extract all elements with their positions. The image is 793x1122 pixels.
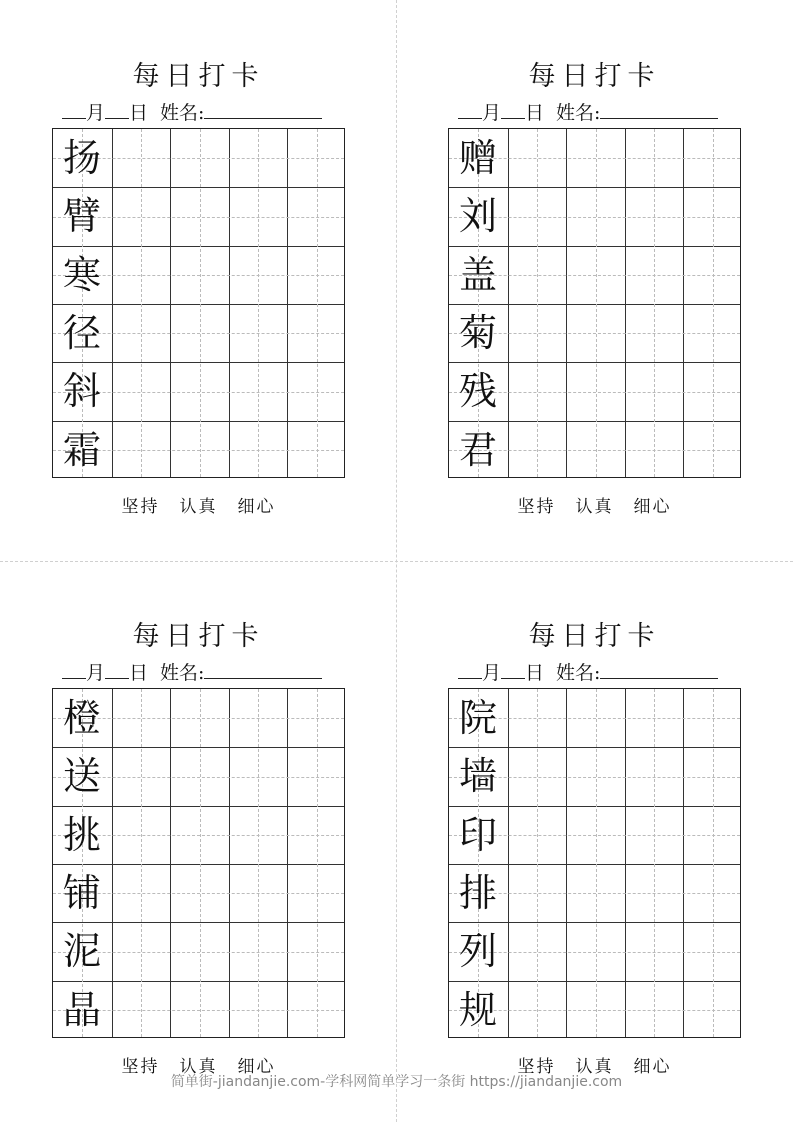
model-character: 墙 <box>458 754 497 799</box>
grid-column-line <box>683 129 684 477</box>
card-title: 每日打卡 <box>132 621 265 652</box>
model-character: 径 <box>62 311 101 355</box>
grid-column-line <box>287 129 288 477</box>
writing-grid <box>448 688 741 1038</box>
model-character: 印 <box>458 812 497 857</box>
writing-grid <box>52 688 345 1038</box>
name-blank <box>204 100 322 119</box>
guide-vertical-line <box>596 129 597 477</box>
grid-column-line <box>625 129 626 477</box>
motto-word: 认真 <box>179 497 218 517</box>
motto-word: 认真 <box>179 1057 218 1077</box>
model-character: 斜 <box>62 369 101 414</box>
name-blank <box>204 660 322 679</box>
grid-column-line <box>170 689 171 1037</box>
grid-column-line <box>683 689 684 1037</box>
horizontal-cut-line <box>0 561 793 562</box>
month-label: 月 <box>86 662 106 684</box>
guide-vertical-line <box>317 129 318 477</box>
grid-column-line <box>229 689 230 1037</box>
motto <box>448 492 741 517</box>
grid-column-line <box>229 129 230 477</box>
grid-column-line <box>112 689 113 1037</box>
day-blank <box>105 100 129 119</box>
day-blank <box>501 100 525 119</box>
month-blank <box>458 660 482 679</box>
guide-vertical-line <box>713 689 714 1037</box>
motto-word: 细心 <box>633 1057 672 1077</box>
card-title: 每日打卡 <box>528 621 661 652</box>
grid-column-line <box>508 689 509 1037</box>
motto-word: 细心 <box>237 1057 276 1077</box>
model-character: 院 <box>458 696 497 740</box>
date-name-line <box>62 660 322 685</box>
motto-word: 细心 <box>633 497 672 517</box>
grid-column-line <box>566 129 567 477</box>
name-label: 姓名: <box>556 102 601 124</box>
model-character: 扬 <box>62 136 101 180</box>
footer-watermark: 简单街-jiandanjie.com-学科网简单学习一条街 https://jiandanjie.com <box>170 1074 623 1090</box>
day-label: 日 <box>129 102 149 124</box>
day-blank <box>501 660 525 679</box>
grid-column-line <box>287 689 288 1037</box>
model-character: 盖 <box>458 252 497 297</box>
month-blank <box>62 100 86 119</box>
model-character: 霜 <box>62 427 101 472</box>
guide-vertical-line <box>200 689 201 1037</box>
model-character: 铺 <box>62 871 101 915</box>
guide-vertical-line <box>713 129 714 477</box>
guide-vertical-line <box>654 689 655 1037</box>
motto-word: 坚持 <box>121 1057 160 1077</box>
guide-vertical-line <box>596 689 597 1037</box>
name-label: 姓名: <box>160 102 205 124</box>
guide-vertical-line <box>258 689 259 1037</box>
guide-vertical-line <box>654 129 655 477</box>
model-character: 橙 <box>62 696 101 740</box>
motto-word: 坚持 <box>517 497 556 517</box>
date-name-line <box>458 100 718 125</box>
writing-grid <box>448 128 741 478</box>
day-label: 日 <box>525 102 545 124</box>
model-character: 挑 <box>62 812 101 857</box>
grid-column-line <box>508 129 509 477</box>
date-name-line <box>458 660 718 685</box>
model-character: 臂 <box>62 194 101 239</box>
model-character: 寒 <box>62 252 101 297</box>
model-character: 残 <box>458 369 497 414</box>
model-character: 菊 <box>458 311 497 355</box>
day-label: 日 <box>129 662 149 684</box>
motto <box>52 492 345 517</box>
month-blank <box>62 660 86 679</box>
model-character: 晶 <box>62 987 101 1032</box>
card-title: 每日打卡 <box>132 61 265 92</box>
motto-word: 坚持 <box>517 1057 556 1077</box>
guide-vertical-line <box>317 689 318 1037</box>
month-label: 月 <box>86 102 106 124</box>
name-label: 姓名: <box>160 662 205 684</box>
guide-vertical-line <box>537 689 538 1037</box>
grid-column-line <box>625 689 626 1037</box>
guide-vertical-line <box>141 689 142 1037</box>
guide-vertical-line <box>258 129 259 477</box>
guide-vertical-line <box>537 129 538 477</box>
guide-vertical-line <box>200 129 201 477</box>
motto-word: 坚持 <box>121 497 160 517</box>
model-character: 赠 <box>458 136 497 180</box>
model-character: 送 <box>62 754 101 799</box>
name-blank <box>600 100 718 119</box>
model-character: 列 <box>458 929 497 974</box>
grid-column-line <box>112 129 113 477</box>
name-blank <box>600 660 718 679</box>
month-label: 月 <box>482 102 502 124</box>
month-label: 月 <box>482 662 502 684</box>
model-character: 君 <box>458 427 497 472</box>
motto-word: 认真 <box>575 497 614 517</box>
day-blank <box>105 660 129 679</box>
motto-word: 细心 <box>237 497 276 517</box>
date-name-line <box>62 100 322 125</box>
card-title: 每日打卡 <box>528 61 661 92</box>
grid-column-line <box>170 129 171 477</box>
guide-vertical-line <box>141 129 142 477</box>
model-character: 刘 <box>458 194 497 239</box>
model-character: 泥 <box>62 929 101 974</box>
grid-column-line <box>566 689 567 1037</box>
day-label: 日 <box>525 662 545 684</box>
model-character: 规 <box>458 987 497 1032</box>
motto-word: 认真 <box>575 1057 614 1077</box>
name-label: 姓名: <box>556 662 601 684</box>
model-character: 排 <box>458 871 497 915</box>
month-blank <box>458 100 482 119</box>
writing-grid <box>52 128 345 478</box>
